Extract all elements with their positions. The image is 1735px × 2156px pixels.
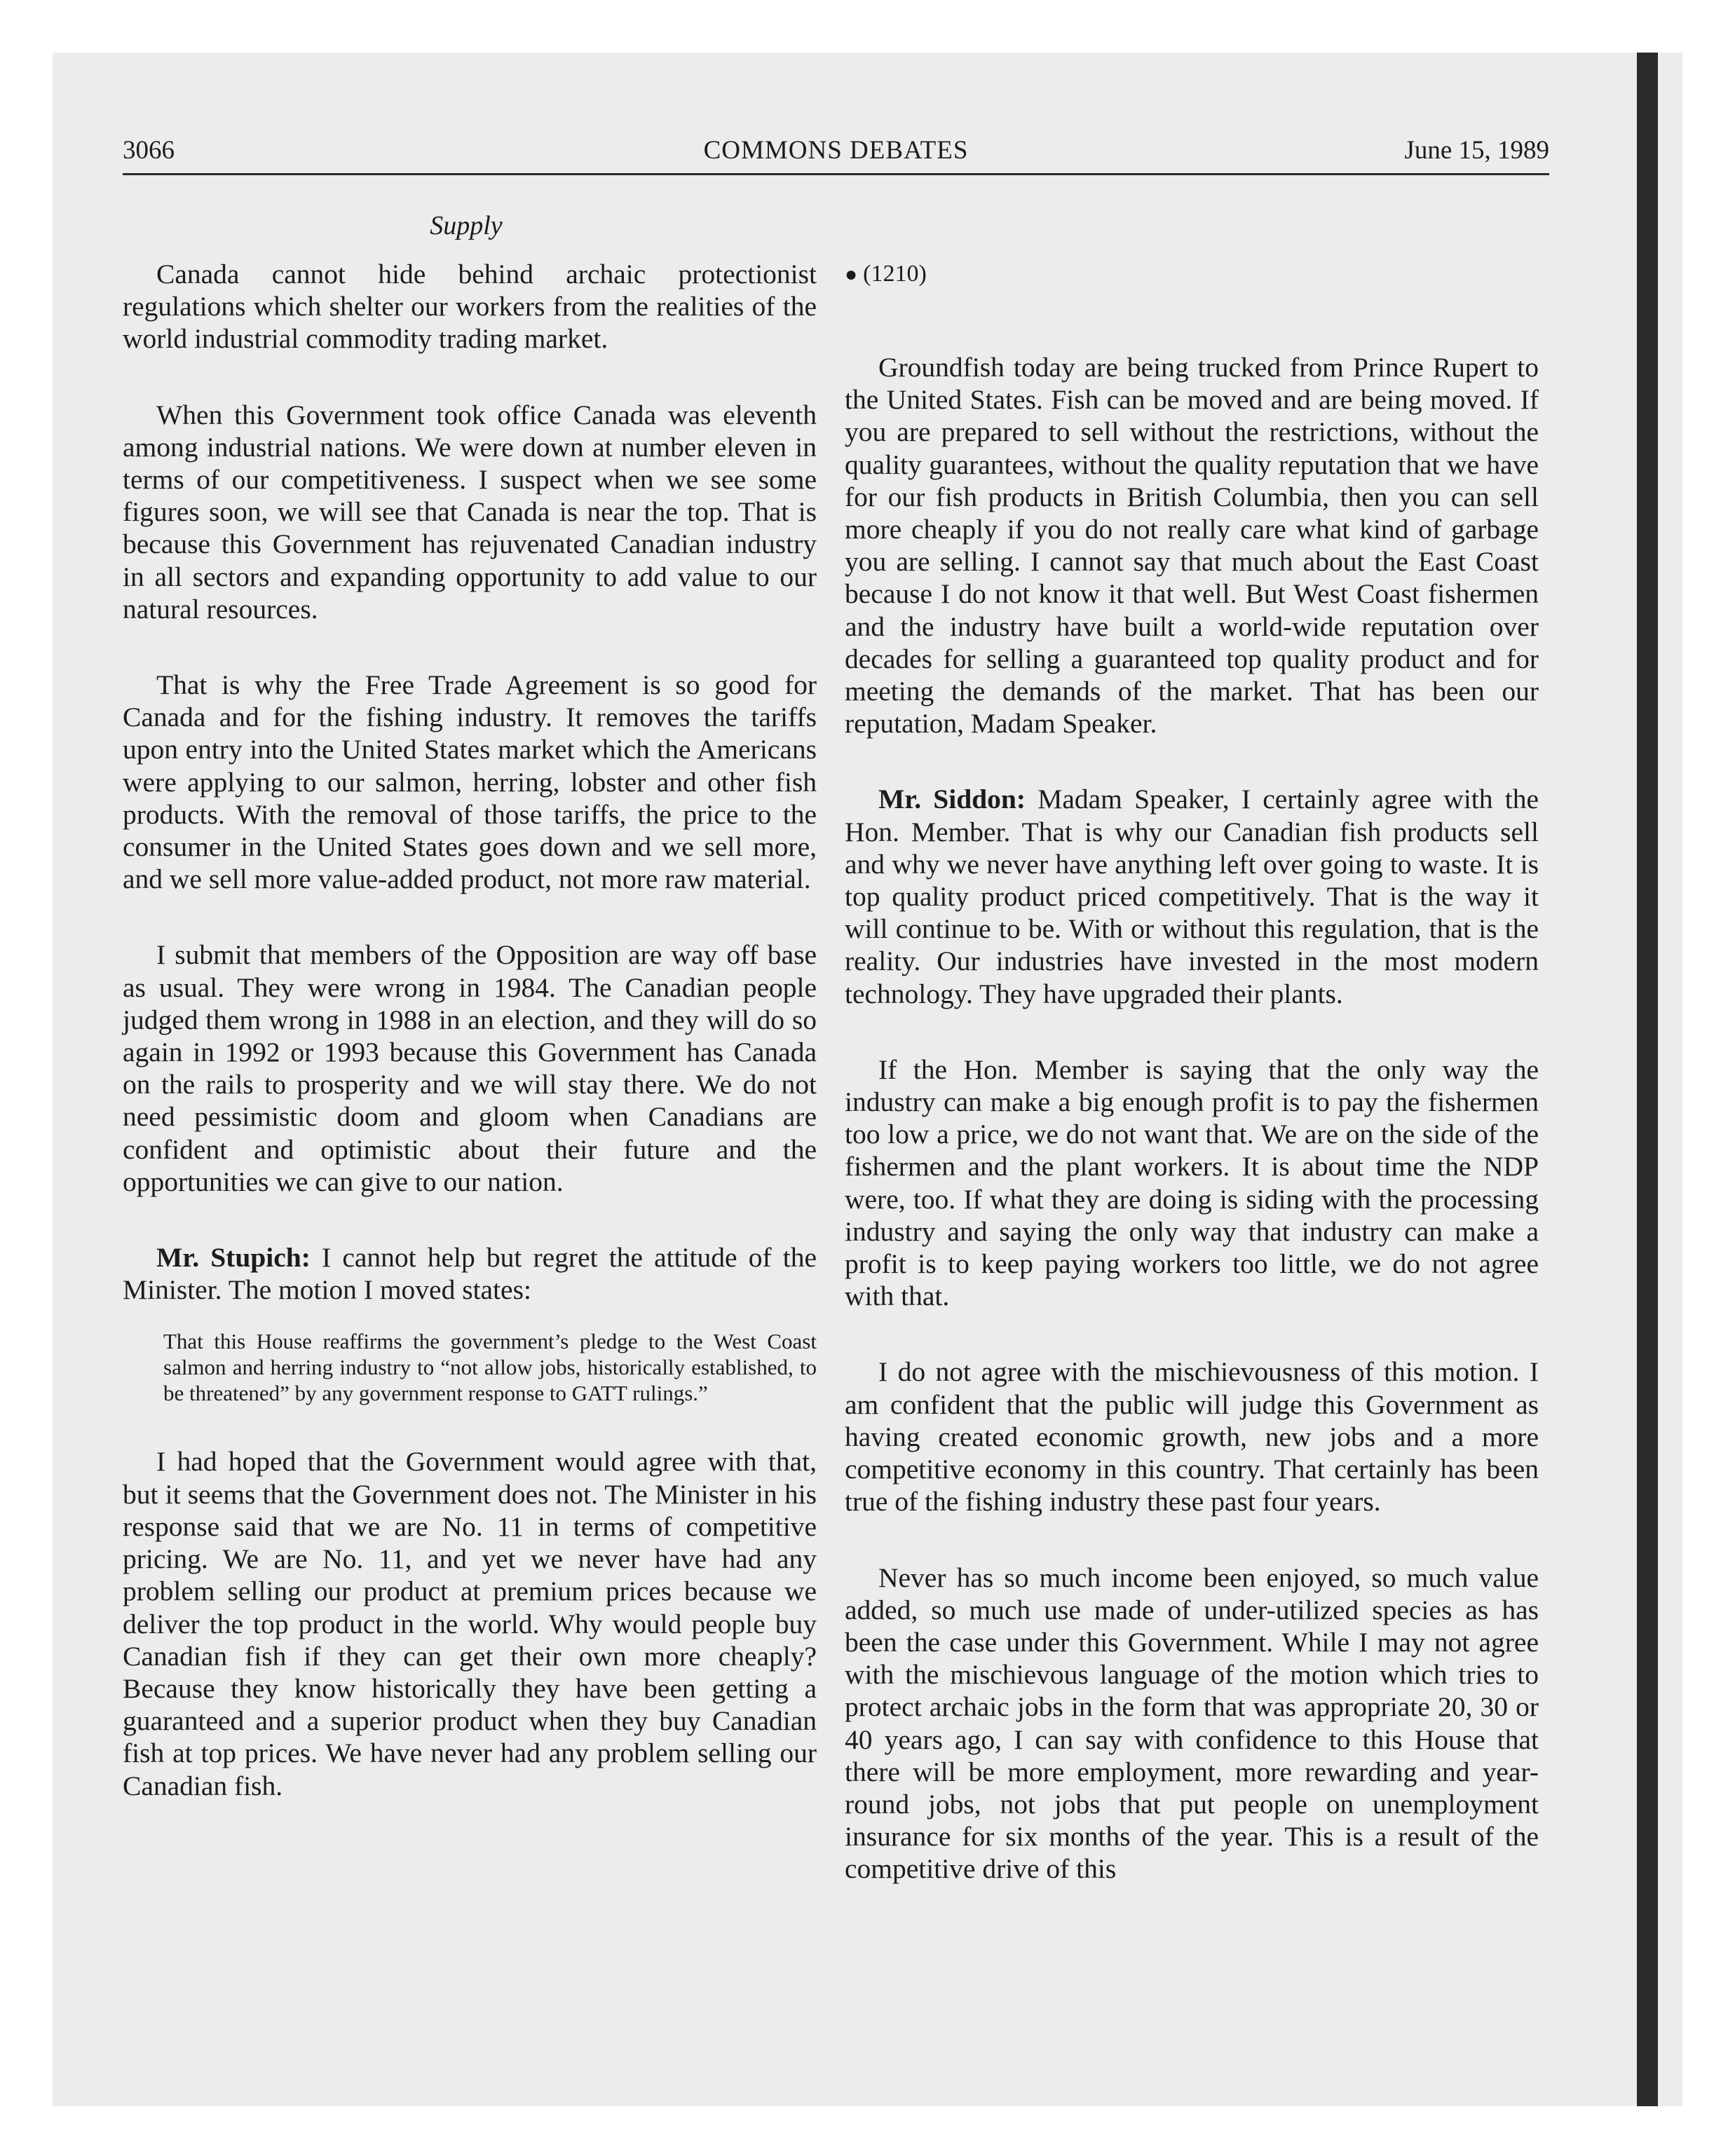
section-label: Supply — [430, 211, 503, 240]
paragraph: That is why the Free Trade Agreement is so good for Canada and for the fishing industry. It removes the tariffs upon entry into the United States market which the Americans were applying to our salmon, herring, lobster and other fish products. With the removal of those tariffs, the price to the consumer in the United States goes down and we sell more, and we sell more value-added product, not more raw material. — [123, 669, 817, 895]
page-date: June 15, 1989 — [1404, 136, 1549, 165]
right-column — [845, 258, 1539, 1885]
paragraph: Canada cannot hide behind archaic protectionist regulations which shelter our workers from the realities of the world industrial commodity trading market. — [123, 259, 817, 355]
paragraph: I had hoped that the Government would agree with that, but it seems that the Government does not. The Minister in his response said that we are No. 11 in terms of competitive pricing. We are No. 11, and yet we never have had any problem selling our product at premium prices because we deliver the top product in the world. Why would people buy Canadian fish if they can get their own more cheaply? Because they know historically they have been getting a guaranteed and a superior product when they buy Canadian fish at top prices. We have never had any problem selling our Canadian fish. — [123, 1446, 817, 1801]
scan-edge-shadow — [1637, 53, 1658, 2106]
speaker-name: Mr. Stupich: — [156, 1242, 311, 1274]
paragraph: I submit that members of the Opposition are way off base as usual. They were wrong in 1984. The Canadian people judged them wrong in 1988 in an election, and they will do so again in 1992 or 1993 because this Government has Canada on the rails to prosperity and we will stay there. We do not need pessimistic doom and gloom when Canadians are confident and optimistic about their future and the opportunities we can give to our nation. — [123, 939, 817, 1197]
bullet-icon: ● — [845, 263, 858, 286]
motion-quote: That this House reaffirms the government’s pledge to the West Coast salmon and herring industry to “not allow jobs, historically established, to be threatened” by any government response to GATT rulings.” — [163, 1329, 817, 1406]
paragraph: I do not agree with the mischievousness of this motion. I am confident that the public will judge this Government as having created economic growth, new jobs and a more competitive economy in this country. That certainly has been true of the fishing industry these past four years. — [845, 1356, 1539, 1517]
paragraph: Groundfish today are being trucked from Prince Rupert to the United States. Fish can be moved and are being moved. If you are prepared to sell without the restrictions, without the quality guarantees, without the quality reputation that we have for our fish products in British Columbia, then you can sell more cheaply if you do not really care what kind of garbage you are selling. I cannot say that much about the East Coast because I do not know it that well. But West Coast fishermen and the industry have built a world-wide reputation over decades for selling a guaranteed top quality product and for meeting the demands of the market. That has been our reputation, Madam Speaker. — [845, 352, 1539, 739]
header-rule — [123, 173, 1549, 175]
paragraph: When this Government took office Canada was eleventh among industrial nations. We were down at number eleven in terms of our competitiveness. I suspect when we see some figures soon, we will see that Canada is near the top. That is because this Government has rejuvenated Canadian industry in all sectors and expanding opportunity to add value to our natural resources. — [123, 399, 817, 625]
time-marker — [845, 258, 1539, 291]
page-number: 3066 — [123, 136, 175, 165]
speech-text: Madam Speaker, I certainly agree with the Hon. Member. That is why our Canadian fish products sell and why we never have anything left over going to waste. It is top quality product priced competitively. That is the way it will continue to be. With or without this regulation, that is the reality. Our industries have invested in the most modern technology. They have upgraded their plants. — [845, 784, 1539, 1009]
speaker-paragraph — [845, 783, 1539, 1009]
page-header — [123, 133, 1549, 178]
left-column — [123, 258, 817, 1802]
speech-text: I cannot help but regret the attitude of the Minister. The motion I moved states: — [123, 1242, 817, 1306]
paragraph: If the Hon. Member is saying that the only way the industry can make a big enough profit is to pay the fishermen too low a price, we do not want that. We are on the side of the fishermen and the plant workers. It is about time the NDP were, too. If what they are doing is siding with the processing industry and saying the only way that industry can make a profit is to keep paying workers too little, we do not agree with that. — [845, 1053, 1539, 1312]
time-marker-text: (1210) — [863, 261, 927, 287]
running-title: COMMONS DEBATES — [703, 136, 969, 165]
speaker-name: Mr. Siddon: — [878, 784, 1026, 815]
paragraph: Never has so much income been enjoyed, so much value added, so much use made of under-utilized species as has been the case under this Government. While I may not agree with the mischievous language of the motion which tries to protect archaic jobs in the form that was appropriate 20, 30 or 40 years ago, I can say with confidence to this House that there will be more employment, more rewarding and year-round jobs, not jobs that put people on unemployment insurance for six months of the year. This is a result of the competitive drive of this — [845, 1562, 1539, 1885]
speaker-paragraph — [123, 1241, 817, 1306]
